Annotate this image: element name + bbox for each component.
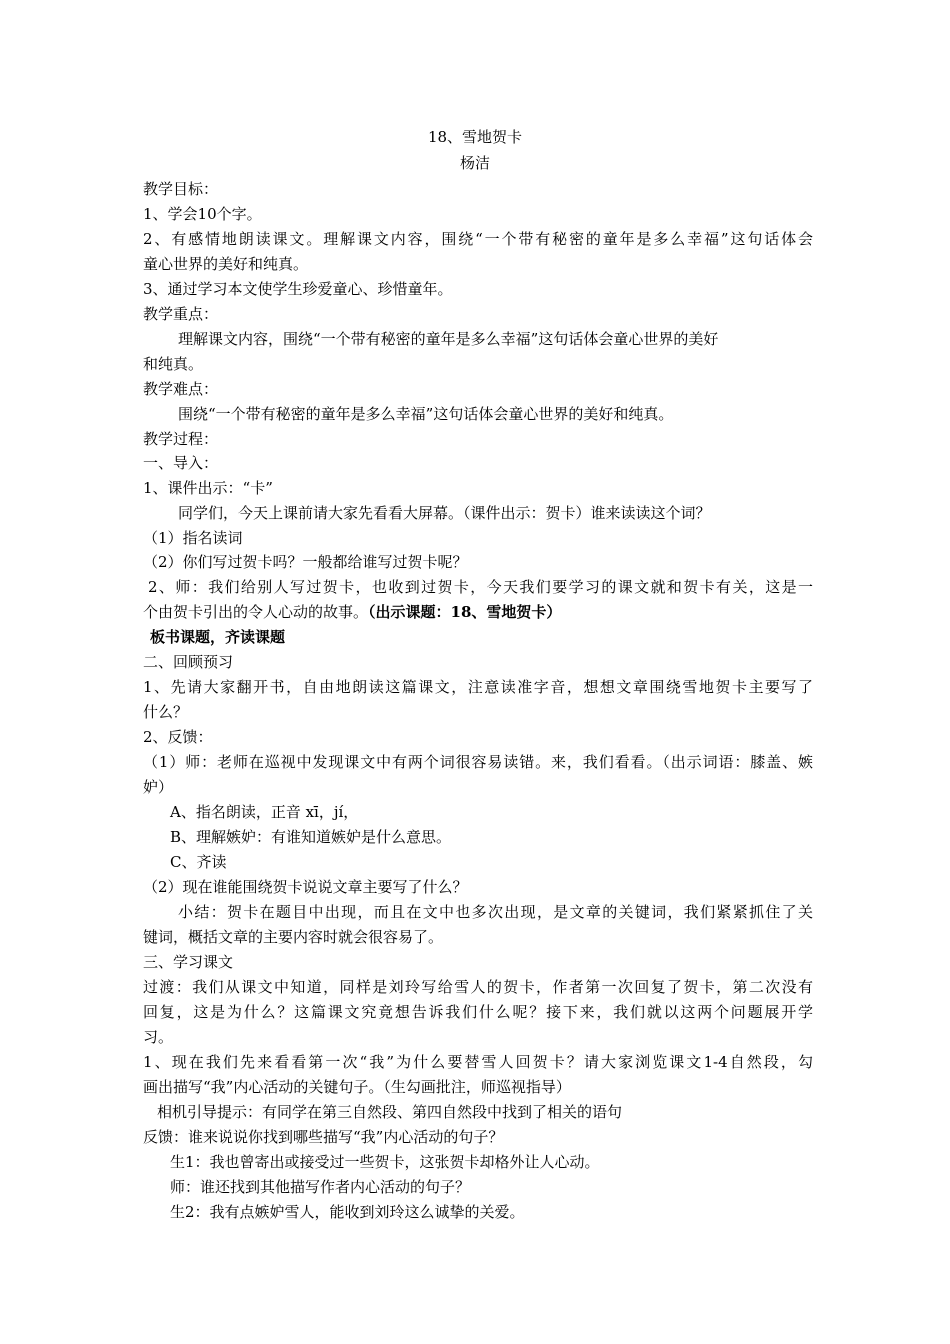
key-points-text-cont: 和纯真。 (143, 355, 204, 373)
section-review: 二、回顾预习 (143, 653, 234, 671)
study-step-1-cont: 画出描写“我”内心活动的关键句子。（生勾画批注，师巡视指导） (143, 1078, 571, 1096)
student-1-answer: 生1：我也曾寄出或接受过一些贺卡，这张贺卡却格外让人心动。 (170, 1153, 600, 1171)
objective-2: 2、有感情地朗读课文。理解课文内容，围绕“一个带有秘密的童年是多么幸福”这句话体会 (143, 230, 813, 248)
teacher-question: 师：谁还找到其他描写作者内心活动的句子？ (170, 1178, 471, 1196)
study-hint: 相机引导提示：有同学在第三自然段、第四自然段中找到了相关的语句 (157, 1103, 623, 1121)
intro-step-2-tail: 个由贺卡引出的令人心动的故事。 (143, 603, 369, 621)
study-feedback: 反馈：谁来说说你找到哪些描写“我”内心活动的句子？ (143, 1128, 504, 1146)
blackboard-title: 板书课题，齐读课题 (150, 628, 286, 646)
objective-3: 3、通过学习本文使学生珍爱童心、珍惜童年。 (143, 280, 453, 298)
difficulties-text: 围绕“一个带有秘密的童年是多么幸福”这句话体会童心世界的美好和纯真。 (178, 405, 674, 423)
review-feedback-1-cont: 妒） (143, 778, 174, 796)
section-study: 三、学习课文 (143, 953, 234, 971)
intro-teacher-line: 同学们，今天上课前请大家先看看大屏幕。（课件出示：贺卡）谁来读读这个词？ (178, 504, 711, 522)
intro-step-2: 2、师：我们给别人写过贺卡，也收到过贺卡，今天我们要学习的课文就和贺卡有关，这是一 (148, 578, 813, 596)
review-step-1-cont: 什么？ (143, 703, 189, 721)
objective-2-cont: 童心世界的美好和纯真。 (143, 255, 309, 273)
heading-key-points: 教学重点： (143, 305, 219, 323)
study-transition-cont: 回复，这是为什么？这篇课文究竟想告诉我们什么呢？接下来，我们就以这两个问题展开学 (143, 1003, 813, 1021)
review-item-c: C、齐读 (170, 853, 227, 871)
study-transition: 过渡：我们从课文中知道，同样是刘玲写给雪人的贺卡，作者第一次回复了贺卡，第二次没有 (143, 978, 813, 996)
review-item-b: B、理解嫉妒：有谁知道嫉妒是什么意思。 (170, 828, 452, 846)
review-step-1: 1、先请大家翻开书，自由地朗读这篇课文，注意读准字音，想想文章围绕雪地贺卡主要写了 (143, 678, 813, 696)
heading-objectives: 教学目标： (143, 180, 219, 198)
heading-process: 教学过程： (143, 430, 219, 448)
intro-sub-1: （1）指名读词 (143, 529, 243, 547)
student-2-answer: 生2：我有点嫉妒雪人，能收到刘玲这么诚挚的关爱。 (170, 1203, 525, 1221)
document-title: 18、雪地贺卡 (427, 128, 523, 146)
intro-sub-2: （2）你们写过贺卡吗？一般都给谁写过贺卡呢？ (143, 553, 468, 571)
review-summary: 小结：贺卡在题目中出现，而且在文中也多次出现，是文章的关键词，我们紧紧抓住了关 (178, 903, 813, 921)
review-feedback-2: （2）现在谁能围绕贺卡说说文章主要写了什么？ (143, 878, 468, 896)
objective-1: 1、学会10个字。 (143, 205, 262, 223)
heading-difficulties: 教学难点： (143, 380, 219, 398)
study-step-1: 1、现在我们先来看看第一次“我”为什么要替雪人回贺卡？请大家浏览课文1-4自然段，勾 (143, 1053, 813, 1071)
review-item-a: A、指名朗读，正音 xī，jí， (170, 803, 359, 821)
lesson-title-display: （出示课题：18、雪地贺卡） (368, 603, 562, 621)
section-intro: 一、导入： (143, 454, 219, 472)
document-author: 杨洁 (459, 154, 490, 172)
study-transition-end: 习。 (143, 1028, 174, 1046)
review-summary-cont: 键词，概括文章的主要内容时就会很容易了。 (143, 928, 444, 946)
review-step-2: 2、反馈： (143, 728, 213, 746)
intro-step-1: 1、课件出示：“卡” (143, 479, 273, 497)
intro-step-2-cont (143, 601, 813, 623)
review-feedback-1: （1）师：老师在巡视中发现课文中有两个词很容易读错。来，我们看看。（出示词语：膝盖、嫉 (143, 753, 813, 771)
key-points-text: 理解课文内容，围绕“一个带有秘密的童年是多么幸福”这句话体会童心世界的美好 (178, 330, 719, 348)
